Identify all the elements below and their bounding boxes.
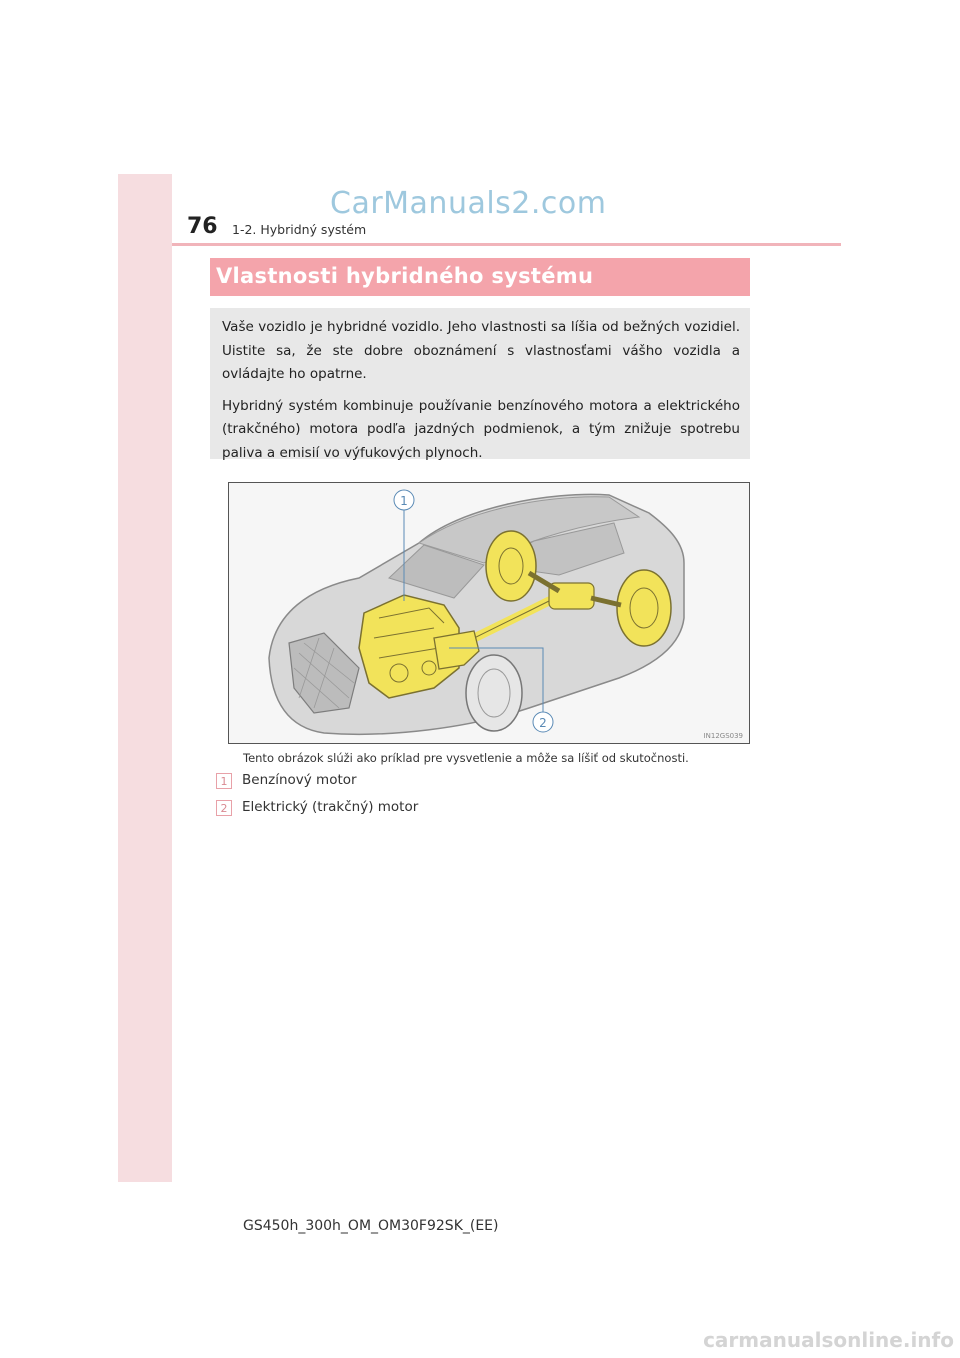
document-code-footer: GS450h_300h_OM_OM30F92SK_(EE) (243, 1218, 499, 1234)
hybrid-car-illustration (228, 482, 750, 744)
legend-number-1: 1 (216, 773, 232, 789)
rear-wheel-left (486, 531, 536, 601)
rear-wheel-right (617, 570, 671, 646)
section-breadcrumb: 1-2. Hybridný systém (232, 222, 367, 237)
callout-number-2: 2 (539, 716, 547, 730)
intro-paragraph-1: Vaše vozidlo je hybridné vozidlo. Jeho vlastnosti sa líšia od bežných vozidiel. Uistite sa, že ste dobre oboznámení s vlastnosťami vášho vozidla a ovládajte ho opatrne. (222, 319, 740, 382)
site-watermark: carmanualsonline.info (703, 1328, 954, 1352)
front-wheel (466, 655, 522, 731)
page-number: 76 (187, 214, 218, 239)
page-side-tab (118, 174, 172, 1182)
illustration-code: IN12GS039 (703, 732, 743, 740)
legend-label-2: Elektrický (trakčný) motor (242, 799, 419, 815)
header-divider (172, 243, 841, 246)
section-title-bar (210, 258, 750, 296)
callout-number-1: 1 (400, 494, 408, 508)
illustration-caption: Tento obrázok slúži ako príklad pre vysvetlenie a môže sa líšiť od skutočnosti. (243, 751, 689, 765)
watermark: CarManuals2.com (330, 186, 607, 221)
legend-number-2: 2 (216, 800, 232, 816)
legend-label-1: Benzínový motor (242, 772, 357, 788)
intro-paragraph-2: Hybridný systém kombinuje používanie benzínového motora a elektrického (trakčného) motora podľa jazdných podmienok, a tým znižuje spotrebu paliva a emisií vo výfukových plynoch. (222, 397, 740, 461)
car-drawing (229, 483, 749, 743)
section-title: Vlastnosti hybridného systému (216, 264, 594, 288)
intro-box (210, 308, 750, 459)
